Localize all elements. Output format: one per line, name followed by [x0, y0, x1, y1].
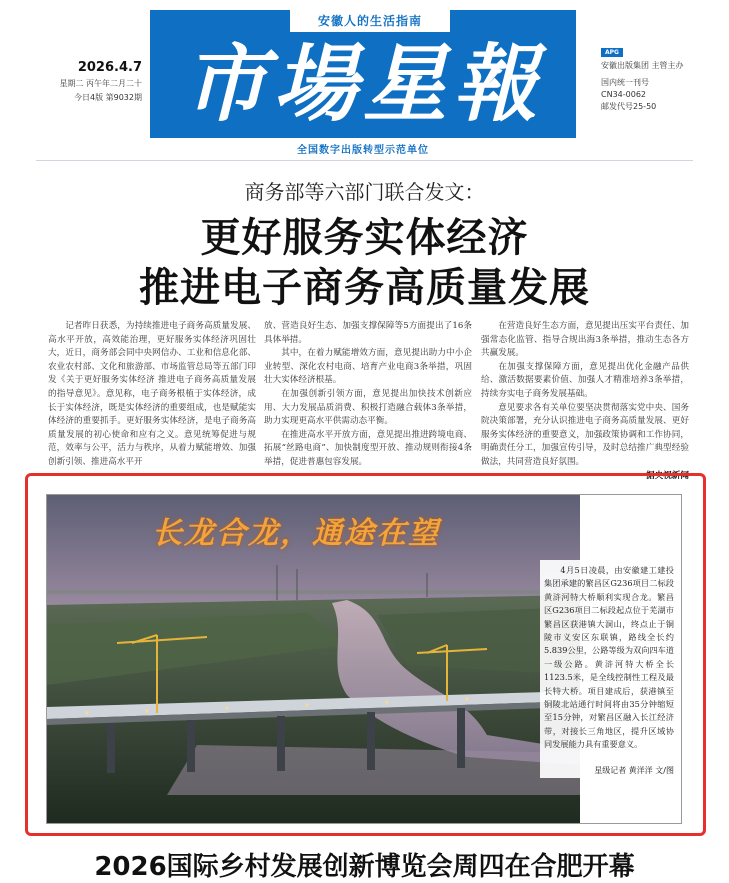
- issue-info: [36, 60, 142, 104]
- newspaper-logo: 市場星報: [182, 34, 543, 133]
- photo-caption: 4月5日凌晨，由安徽建工建投集团承建的繁昌区G236项目二标段黄浒河特大桥顺利实现合龙。繁昌区G236项目二标段起点位于芜湖市繁昌区获港镇大洞山，终点止于铜陵市义安区东联镇，路线全长约5.839公里，公路等级为双向四车道一级公路。黄浒河特大桥全长1123.5米，是全线控制性工程及最长特大桥。项目建成后，获港镇至铜陵北站通行时间将由35分钟缩短至15分钟，对繁昌区融入长江经济带，对接长三角地区，提升区域协同发展能力具有重要意义。: [540, 560, 678, 778]
- publisher-info: [601, 46, 721, 113]
- postal-code: 邮发代号25-50: [601, 102, 657, 111]
- paragraph: 在营造良好生态方面，意见提出压实平台责任、加强常态化监管、指导合规出海3条举措，推动生态各方共赢发展。: [481, 321, 689, 359]
- masthead-divider: [36, 160, 693, 161]
- article-column-2: [264, 320, 472, 470]
- issue-date: 2026.4.7: [77, 60, 142, 75]
- photo-title: 长龙合龙，通途在望: [152, 516, 440, 551]
- article-kicker: 商务部等六部门联合发文：: [244, 180, 485, 204]
- weekday-lunar: 星期二 丙午年二月二十: [59, 79, 142, 88]
- headline-line-1: 更好服务实体经济: [200, 215, 529, 261]
- article-credit: 据央视新闻: [646, 470, 689, 481]
- paragraph: 放、营造良好生态、加强支撑保障等5方面提出了16条具体举措。: [264, 321, 472, 345]
- masthead-banner: [150, 10, 576, 138]
- publisher-logo-icon: APG: [601, 48, 623, 57]
- paragraph: 其中，在着力赋能增效方面，意见提出助力中小企业转型、深化农村电商、培育产业电商3条举措，巩固壮大实体经济根基。: [264, 348, 472, 386]
- edition-info: 今日4版 第9032期: [74, 93, 142, 102]
- article-column-3: [481, 320, 689, 483]
- photo-credit: 星级记者 黄洋洋 文/图: [594, 766, 674, 775]
- paragraph: 意见要求各有关单位要坚决贯彻落实党中央、国务院决策部署，充分认识推进电子商务高质量发展、更好服务实体经济的重要意义，加强政策协调和工作协同，明确责任分工，加强宣传引导，及时总结推广典型经验做法，共同营造良好氛围。: [481, 402, 689, 467]
- cn-number: CN34-0062: [601, 90, 646, 99]
- headline-line-2: 推进电子商务高质量发展: [139, 265, 590, 311]
- publisher-name: 安徽出版集团 主管主办: [601, 61, 684, 70]
- next-article-headline: 2026国际乡村发展创新博览会周四在合肥开幕: [94, 852, 635, 882]
- paragraph: 在加强创新引领方面，意见提出加快技术创新应用、大力发展品质消费、积极打造融合载体3条举措，助力实现更高水平供需动态平衡。: [264, 388, 472, 427]
- masthead-subtitle: 全国数字出版转型示范单位: [297, 145, 429, 156]
- slogan: 安徽人的生活指南: [290, 10, 450, 32]
- cn-label: 国内统一刊号: [601, 78, 649, 87]
- paragraph: 记者昨日获悉，为持续推进电子商务高质量发展、高水平开放，高效能治理，更好服务实体经济巩固壮大，近日，商务部会同中央网信办、工业和信息化部、农业农村部、文化和旅游部、市场监管总局等五部门印发《关于更好服务实体经济 推进电子商务高质量发展的指导意见》。意见称，电子商务根植于实体经济，成长于实体经济，既是实体经济的重要组成，也是赋能实体经济的重要抓手。更好服务实体经济，是电子商务高质量发展的初心使命和应有之义。意见统筹促进与规范，效率与公平，活力与秩序，从着力赋能增效、加强创新引领、推进高水平开: [48, 321, 256, 467]
- paragraph: 在加强支撑保障方面，意见提出优化金融产品供给、激活数据要素价值、加强人才精准培养3条举措，持续夯实电子商务发展基础。: [481, 361, 689, 399]
- article-column-1: [48, 320, 256, 470]
- paragraph: 在推进高水平开放方面，意见提出推进跨境电商、拓展“丝路电商”、加快制度型开放、推动规则衔接4条举措，促进普惠包容发展。: [264, 429, 472, 467]
